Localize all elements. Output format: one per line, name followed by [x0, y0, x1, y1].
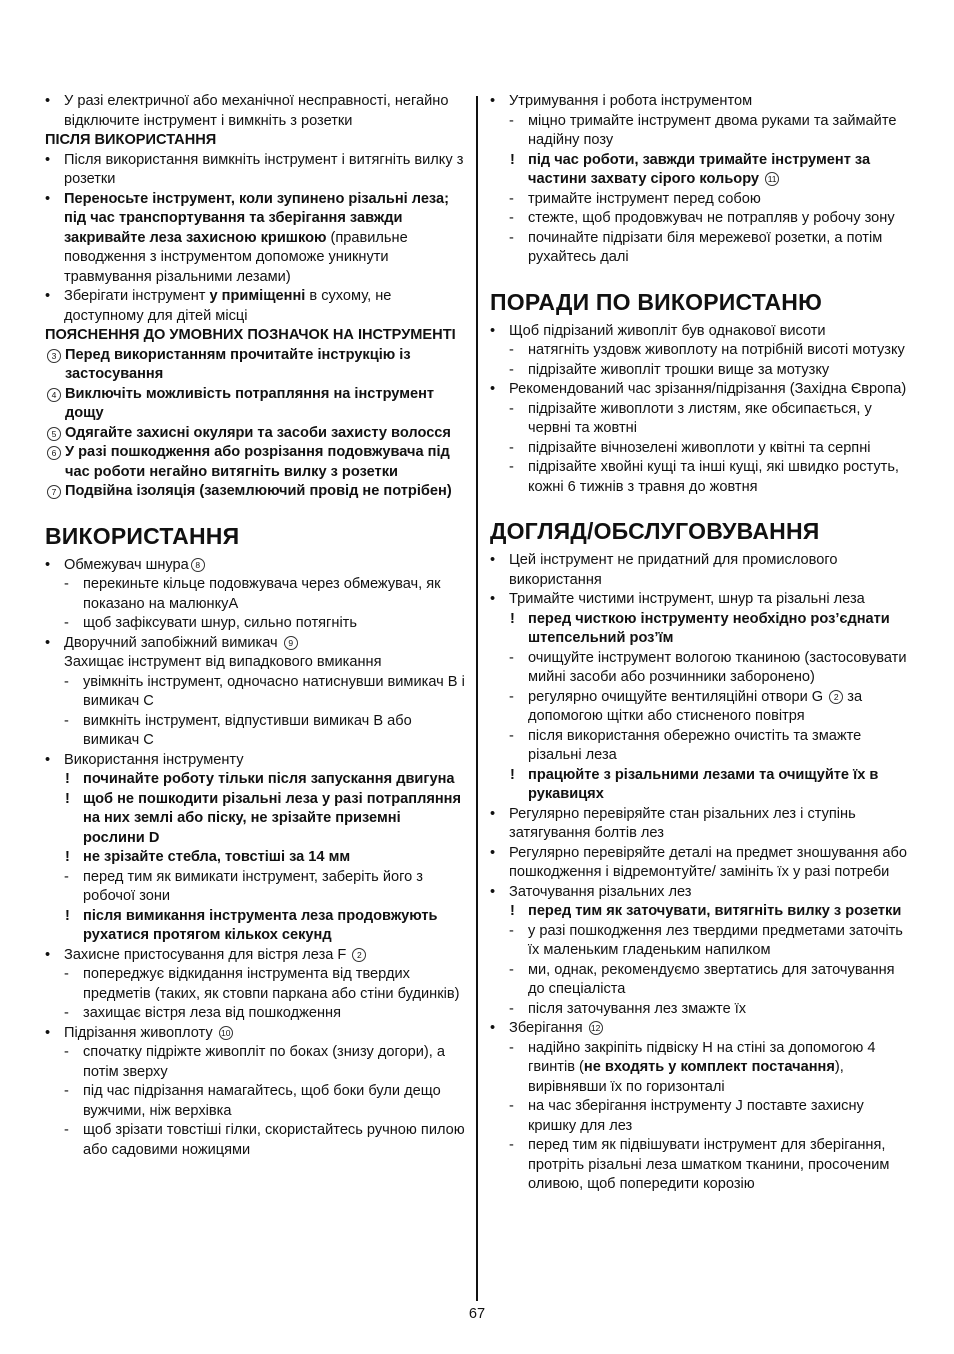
- symbol-text: Подвійна ізоляція (заземлюючий провід не потрібен): [65, 483, 452, 499]
- symbol-text: Одягайте захисні окуляри та засоби захисту волосся: [65, 424, 451, 441]
- bullet-bold-text: Переносьте інструмент, коли зупинено різальні леза; під час транспортування та зберігання завжди закривайте леза захисною кришкою: [64, 190, 449, 246]
- circled-number-icon: 11: [765, 172, 779, 186]
- dash-item: [490, 688, 912, 727]
- bullet-text: Цей інструмент не придатний для промислового використання: [509, 552, 838, 588]
- list-item: [45, 1024, 465, 1044]
- dash-item: - ми, однак, рекомендуємо звертатись для заточування до спеціаліста: [490, 961, 912, 1000]
- symbol-text: Виключіть можливість потрапляння на інструмент дощу: [65, 385, 435, 421]
- list-item: [490, 805, 912, 844]
- list-item: [490, 551, 912, 590]
- bullet-text: Регулярно перевіряйте стан різальних лез і ступінь затягування болтів лез: [509, 805, 856, 841]
- section-label-symbols: ПОЯСНЕННЯ ДО УМОВНИХ ПОЗНАЧОК НА ІНСТРУМЕНТІ: [45, 327, 456, 343]
- bullet-bold-text: у приміщенні: [209, 288, 306, 304]
- circled-number-icon: 2: [352, 948, 366, 962]
- circled-number-icon: 6: [47, 446, 61, 460]
- warning-item: [490, 151, 912, 190]
- warning-item: ! перед чисткою інструменту необхідно роз’єднати штепсельний роз’їм: [490, 610, 912, 649]
- list-item: [45, 190, 465, 288]
- list-item: [45, 151, 465, 190]
- list-item: [490, 883, 912, 903]
- dash-text: за допомогою щітки або стисненого повітря: [528, 688, 863, 724]
- dash-item: - вимкніть інструмент, відпустивши вимикач B або вимикач C: [45, 712, 465, 751]
- dash-item: - перекиньте кільце подовжувача через обмежувач, як показано на малюнкуA: [45, 575, 465, 614]
- list-item: [45, 751, 465, 771]
- dash-item: - очищуйте інструмент вологою тканиною (застосовувати мийні засоби або розчинники заборонено): [490, 649, 912, 688]
- dash-item: - спочатку підріжте живопліт по боках (знизу догори), а потім зверху: [45, 1043, 465, 1082]
- list-item: [490, 590, 912, 610]
- dash-item: - підрізайте живопліт трошки вище за мотузку: [490, 361, 912, 381]
- dash-text: надійно закріпіть підвіску H на стіні за допомогою 4 гвинтів (: [528, 1039, 876, 1075]
- dash-item: - після заточування лез змажте їх: [490, 1000, 912, 1020]
- circled-number-icon: 9: [284, 636, 298, 650]
- list-item: [490, 92, 912, 112]
- dash-item: - у разі пошкодження лез твердими предметами заточіть їх маленьким гладеньким напилком: [490, 922, 912, 961]
- bullet-text: Регулярно перевіряйте деталі на предмет зношування або пошкодження і відремонтуйте/ замініть їх у разі потреби: [509, 844, 908, 880]
- symbol-item: [45, 482, 465, 502]
- list-item: [45, 556, 465, 576]
- dash-item: - під час підрізання намагайтесь, щоб боки були дещо вужчими, ніж верхівка: [45, 1082, 465, 1121]
- bullet-text: в сухому, не доступному для дітей місці: [64, 288, 392, 324]
- circled-number-icon: 4: [47, 388, 61, 402]
- bullet-text: Після використання вимкніть інструмент і витягніть вилку з розетки: [64, 151, 464, 187]
- section-label-after-use: ПІСЛЯ ВИКОРИСТАННЯ: [45, 132, 217, 148]
- circled-number-icon: 7: [47, 485, 61, 499]
- dash-item: - на час зберігання інструменту J поставте захисну кришку для лез: [490, 1097, 912, 1136]
- warning-item: ! щоб не пошкодити різальні леза у разі потрапляння на них землі або піску, не зрізайте приземні рослини D: [45, 790, 465, 849]
- bullet-text: Використання інструменту: [64, 751, 244, 768]
- dash-item: - тримайте інструмент перед собою: [490, 190, 912, 210]
- circled-number-icon: 12: [589, 1021, 603, 1035]
- bullet-text: У разі електричної або механічної несправності, негайно відключите інструмент і вимкніть з розетки: [64, 93, 449, 129]
- dash-item: - стежте, щоб продовжувач не потрапляв у робочу зону: [490, 209, 912, 229]
- symbol-item: [45, 443, 465, 482]
- heading-care: ДОГЛЯД/ОБСЛУГОВУВАННЯ: [490, 518, 820, 544]
- bullet-text: Рекомендований час зрізання/підрізання (Західна Європа): [509, 381, 907, 397]
- circled-number-icon: 10: [219, 1026, 233, 1040]
- list-item: [490, 322, 912, 342]
- list-item: [490, 1019, 912, 1039]
- warning-item: ! перед тим як заточувати, витягніть вилку з розетки: [490, 902, 912, 922]
- warning-item: ! починайте роботу тільки після запускання двигуна: [45, 770, 465, 790]
- dash-item: - увімкніть інструмент, одночасно натиснувши вимикач B і вимикач C: [45, 673, 465, 712]
- bullet-text: Утримування і робота інструментом: [509, 93, 753, 109]
- dash-item: - підрізайте хвойні кущі та інші кущі, які швидко ростуть, кожні 6 тижнів з травня до жовтня: [490, 458, 912, 497]
- bullet-text: Обмежувач шнура: [64, 556, 189, 573]
- bullet-text: Щоб підрізаний живопліт був однакової висоти: [509, 322, 826, 339]
- dash-item: - підрізайте вічнозелені живоплоти у квітні та серпні: [490, 439, 912, 459]
- dash-bold-text: не входять у комплект постачання: [583, 1059, 835, 1075]
- bullet-text: Заточування різальних лез: [509, 883, 692, 900]
- right-column: [490, 92, 912, 1195]
- dash-item: - перед тим як вимикати інструмент, заберіть його з робочої зони: [45, 868, 465, 907]
- warning-item: ! не зрізайте стебла, товстіші за 14 мм: [45, 848, 465, 868]
- dash-text: регулярно очищуйте вентиляційні отвори G: [528, 688, 824, 705]
- heading-tips: ПОРАДИ ПО ВИКОРИСТАНЮ: [490, 288, 823, 315]
- paragraph: Захищає інструмент від випадкового вмикання: [64, 654, 382, 670]
- list-item: [45, 287, 465, 326]
- circled-number-icon: 8: [191, 558, 205, 572]
- list-item: [45, 92, 465, 131]
- circled-number-icon: 3: [47, 349, 61, 363]
- symbol-item: [45, 424, 465, 444]
- symbol-item: [45, 346, 465, 385]
- dash-item: [490, 1039, 912, 1098]
- dash-item: - натягніть уздовж живоплоту на потрібній висоті мотузку: [490, 341, 912, 361]
- bullet-text: Зберігання: [509, 1020, 583, 1036]
- dash-item: - перед тим як підвішувати інструмент для зберігання, протріть різальні леза шматком тканини, просоченим оливою, щоб попередити корозію: [490, 1136, 912, 1195]
- symbol-item: [45, 385, 465, 424]
- column-divider: [476, 96, 478, 1301]
- warning-item: ! після вимикання інструмента леза продовжують рухатися протягом кількох секунд: [45, 907, 465, 946]
- bullet-text: Зберігати інструмент: [64, 288, 210, 304]
- list-item: [490, 380, 912, 400]
- page-number: 67: [468, 1306, 486, 1322]
- dash-text: ), вирівнявши їх по горизонталі: [528, 1059, 844, 1095]
- bullet-text: Захисне пристосування для вістря леза F: [64, 946, 347, 963]
- list-item: [45, 946, 465, 966]
- warning-text: під час роботи, завжди тримайте інструмент за частини захвату сірого кольору: [528, 151, 871, 187]
- left-column: [45, 92, 465, 1160]
- dash-item: - попереджує відкидання інструмента від твердих предметів (таких, як стовпи паркана або стіни будинків): [45, 965, 465, 1004]
- list-item: [45, 634, 465, 654]
- circled-number-icon: 5: [47, 427, 61, 441]
- symbol-text: У разі пошкодження або розрізання подовжувача під час роботи негайно витягніть вилку з розетки: [65, 444, 450, 480]
- dash-item: - щоб зрізати товстіші гілки, скористайтесь ручною пилою або садовими ножицями: [45, 1121, 465, 1160]
- warning-item: ! працюйте з різальними лезами та очищуйте їх в рукавицях: [490, 766, 912, 805]
- dash-item: - підрізайте живоплоти з листям, яке обсипається, у червні та жовтні: [490, 400, 912, 439]
- dash-item: - після використання обережно очистіть та змажте різальні леза: [490, 727, 912, 766]
- symbol-text: Перед використанням прочитайте інструкцію із застосування: [65, 346, 411, 382]
- bullet-text: Тримайте чистими інструмент, шнур та різальні леза: [509, 591, 865, 607]
- heading-use: ВИКОРИСТАННЯ: [45, 522, 240, 549]
- dash-item: - щоб зафіксувати шнур, сильно потягніть: [45, 614, 465, 634]
- bullet-text: Дворучний запобіжний вимикач: [64, 634, 278, 651]
- list-item: [490, 844, 912, 883]
- bullet-text: Підрізання живоплоту: [64, 1024, 213, 1041]
- dash-item: - захищає вістря леза від пошкодження: [45, 1004, 465, 1024]
- dash-item: - міцно тримайте інструмент двома руками та займайте надійну позу: [490, 112, 912, 151]
- circled-number-icon: 2: [829, 690, 843, 704]
- dash-item: - починайте підрізати біля мережевої розетки, а потім рухайтесь далі: [490, 229, 912, 268]
- bullet-text: (правильне поводження з інструментом допоможе уникнути травмування різальними лезами): [64, 229, 408, 285]
